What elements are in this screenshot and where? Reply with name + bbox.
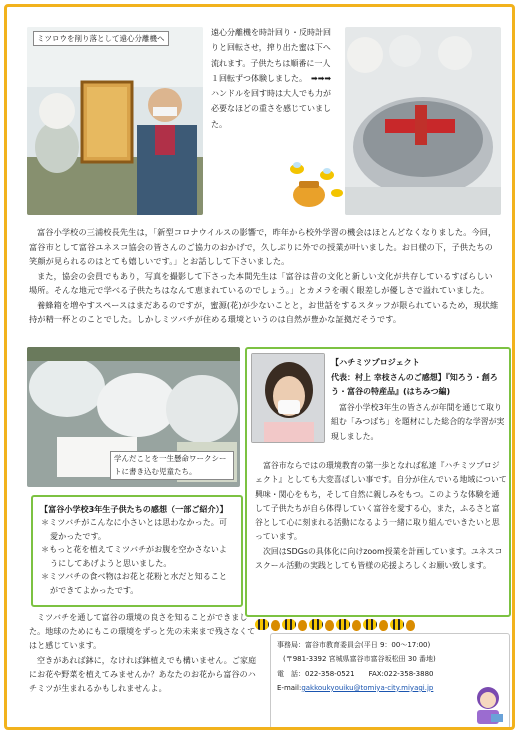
photo-caption-3: 学んだことを一生懸命ワークシートに書き込む児童たち。: [110, 451, 234, 480]
photo-beeswax-scraping: [27, 27, 203, 215]
project-subheading: 代表：村上 幸枝さんのご感想】『知ろう・創ろう・富谷の特産品』(はちみつ編): [331, 373, 498, 396]
project-paragraph: 富谷小学校3年生の皆さんが年間を通じて取り組む「みつばち」を題材にした総合的な学習が実現しました。: [331, 403, 505, 441]
contact-email-link[interactable]: gakkoukyouiku@tomiya-city.miyagi.jp: [301, 683, 434, 692]
honey-project-box: [245, 347, 511, 617]
contact-info-box: [270, 633, 510, 729]
project-paragraph: 富谷市ならではの環境教育の第一歩となれば私達『ハチミツプロジェクト』としても大変喜ばしい事です。自分が住んでいる地域について興味・関心をもち，そして自然に親しみをもつ。このような体験を通して子供たちが自ら体得していく富谷を愛する心，また，ふるさと富谷として心に刻まれる活動になるよう一緒に取り組んでいきたいと思っています。: [255, 461, 507, 542]
impression-item: ＊ミツバチの食べ物はお花と花粉と水だと知ることができてよかったです。: [41, 571, 227, 595]
impression-item: ＊ミツバチがこんなに小さいとは思わなかった。可愛かったです。: [41, 517, 227, 541]
intro-text: 遠心分離機を時計回り・反時計回りと回転させ，搾り出た蜜は下へ流れます。子供たちは順番に一人１回転ずつ体験しました。 ➡➡➡ ハンドルを回す時は大人でも力が必要なほどの重さを感じていました。: [211, 28, 332, 129]
project-heading: 【ハチミツプロジェクト: [331, 357, 420, 367]
impression-item: ＊もっと花を植えてミツバチがお腹を空かさないようにしてあげようと思いました。: [41, 544, 227, 568]
contact-office: 事務局：富谷市教育委員会(平日 9：00～17:00): [277, 641, 431, 649]
main-text: [29, 225, 501, 327]
contact-email-row: [277, 681, 503, 695]
closing-text: [29, 611, 261, 696]
photo-caption-1: ミツロウを削り落として遠心分離機へ: [33, 31, 169, 46]
contact-phone: 電 話：022-358-0521 FAX:022-358-3880: [277, 669, 434, 678]
mascot-icon: [471, 684, 505, 724]
impressions-title: 【富谷小学校3年生子供たちの感想（一部ご紹介）】: [40, 504, 228, 514]
contact-address: (〒981-3392 宮城県富谷市富谷坂松田 30 番地): [283, 655, 436, 664]
photo-centrifuge: [345, 27, 501, 215]
closing-paragraph: 空きがあれば鉢に，なければ鉢植えでも構いません。ご家庭にお花や野菜を植えてみませんか？あなたのお花から富谷のハチミツが生まれるかもしれませんよ。: [29, 655, 257, 694]
children-impressions-box: [31, 495, 243, 607]
bee-row-icon: [255, 619, 415, 631]
newsletter-page: [4, 4, 515, 730]
contact-email-label: E-mail:: [277, 683, 302, 692]
paragraph-principal: 富谷小学校の三浦校長先生は，「新型コロナウイルスの影響で，昨年から校外学習の機会はほとんどなくなりました。今回，富谷市として富谷ユネスコ協会の皆さんのご協力のおかげで，久しぶりに外での授業が叶いました。お日様の下，子供たちの笑顔が見られるのはとても嬉しいです。」とお話しして下さいました。: [29, 227, 497, 266]
project-body: [331, 401, 507, 444]
project-paragraph: 次回はSDGsの具体化に向けzoom授業を計画しています。ユネスコスクール活動の実践としても皆様の応援よろしくお願い致します。: [255, 546, 503, 571]
project-body-lower: [255, 459, 507, 573]
photo-representative: [251, 353, 325, 443]
paragraph-photographer: また，協会の会員でもあり，写真を撮影して下さった本間先生は「富谷は昔の文化と新しい文化が共存しているすばらしい場所。そんな地元で学べる子供たちはなんて恵まれているのでしょう。」とカメラを覗く眼差しが優しさで溢れていました。: [29, 270, 493, 295]
honey-bee-decoration-icon: [285, 157, 347, 209]
paragraph-beekeeping: 養蜂箱を増やすスペースはまだあるのですが，蜜源(花)が少ないことと，お世話をするスタッフが限られているため，現状維持が精一杯とのことでした。しかしミツバチが住める環境というのは自然が豊かな証拠だそうです。: [29, 299, 499, 324]
closing-paragraph: ミツバチを通して富谷の環境の良さを知ることができました。地球のためにもこの環境をずっと先の未来まで残さなくてはと感じています。: [29, 613, 256, 651]
